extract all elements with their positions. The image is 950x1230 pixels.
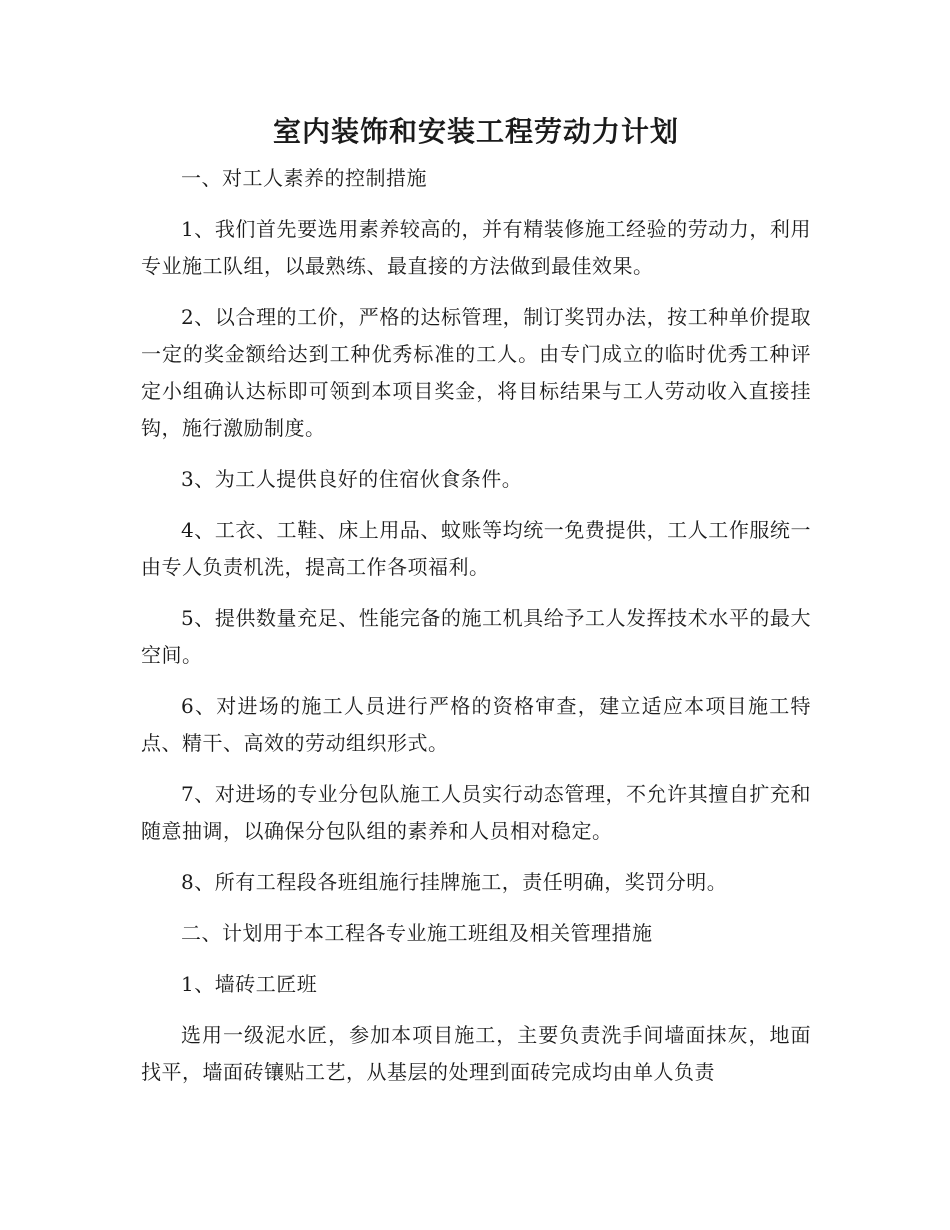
paragraph-item-5: 5、提供数量充足、性能完备的施工机具给予工人发挥技术水平的最大空间。 [141, 606, 811, 667]
paragraph-item-2: 2、以合理的工价，严格的达标管理，制订奖罚办法，按工种单价提取一定的奖金额给达到工种优秀标准的工人。由专门成立的临时优秀工种评定小组确认达标即可领到本项目奖金，将目标结果与工人劳动收入直接挂钩，施行激励制度。 [141, 305, 811, 440]
document-title: 室内装饰和安装工程劳动力计划 [272, 115, 679, 148]
paragraph-item-4: 4、工衣、工鞋、床上用品、蚊账等均统一免费提供，工人工作服统一由专人负责机洗，提高工作各项福利。 [141, 518, 811, 579]
section-heading-worker-quality: 一、对工人素养的控制措施 [181, 166, 427, 190]
paragraph-item-3: 3、为工人提供良好的住宿伙食条件。 [181, 467, 523, 491]
subheading-tile-team: 1、墙砖工匠班 [181, 972, 318, 996]
paragraph-item-1: 1、我们首先要选用素养较高的，并有精装修施工经验的劳动力，利用专业施工队组，以最熟练、最直接的方法做到最佳效果。 [141, 217, 811, 278]
paragraph-item-8: 8、所有工程段各班组施行挂牌施工，责任明确，奖罚分明。 [181, 870, 728, 894]
paragraph-item-6: 6、对进场的施工人员进行严格的资格审查，建立适应本项目施工特点、精干、高效的劳动组织形式。 [141, 694, 811, 755]
paragraph-item-7: 7、对进场的专业分包队施工人员实行动态管理，不允许其擅自扩充和随意抽调，以确保分包队组的素养和人员相对稳定。 [141, 782, 811, 843]
document-body [141, 108, 811, 1091]
section-heading-team-plan: 二、计划用于本工程各专业施工班组及相关管理措施 [181, 921, 653, 945]
paragraph-tile-team-desc: 选用一级泥水匠，参加本项目施工，主要负责洗手间墙面抹灰，地面找平，墙面砖镶贴工艺，从基层的处理到面砖完成均由单人负责 [141, 1023, 811, 1084]
